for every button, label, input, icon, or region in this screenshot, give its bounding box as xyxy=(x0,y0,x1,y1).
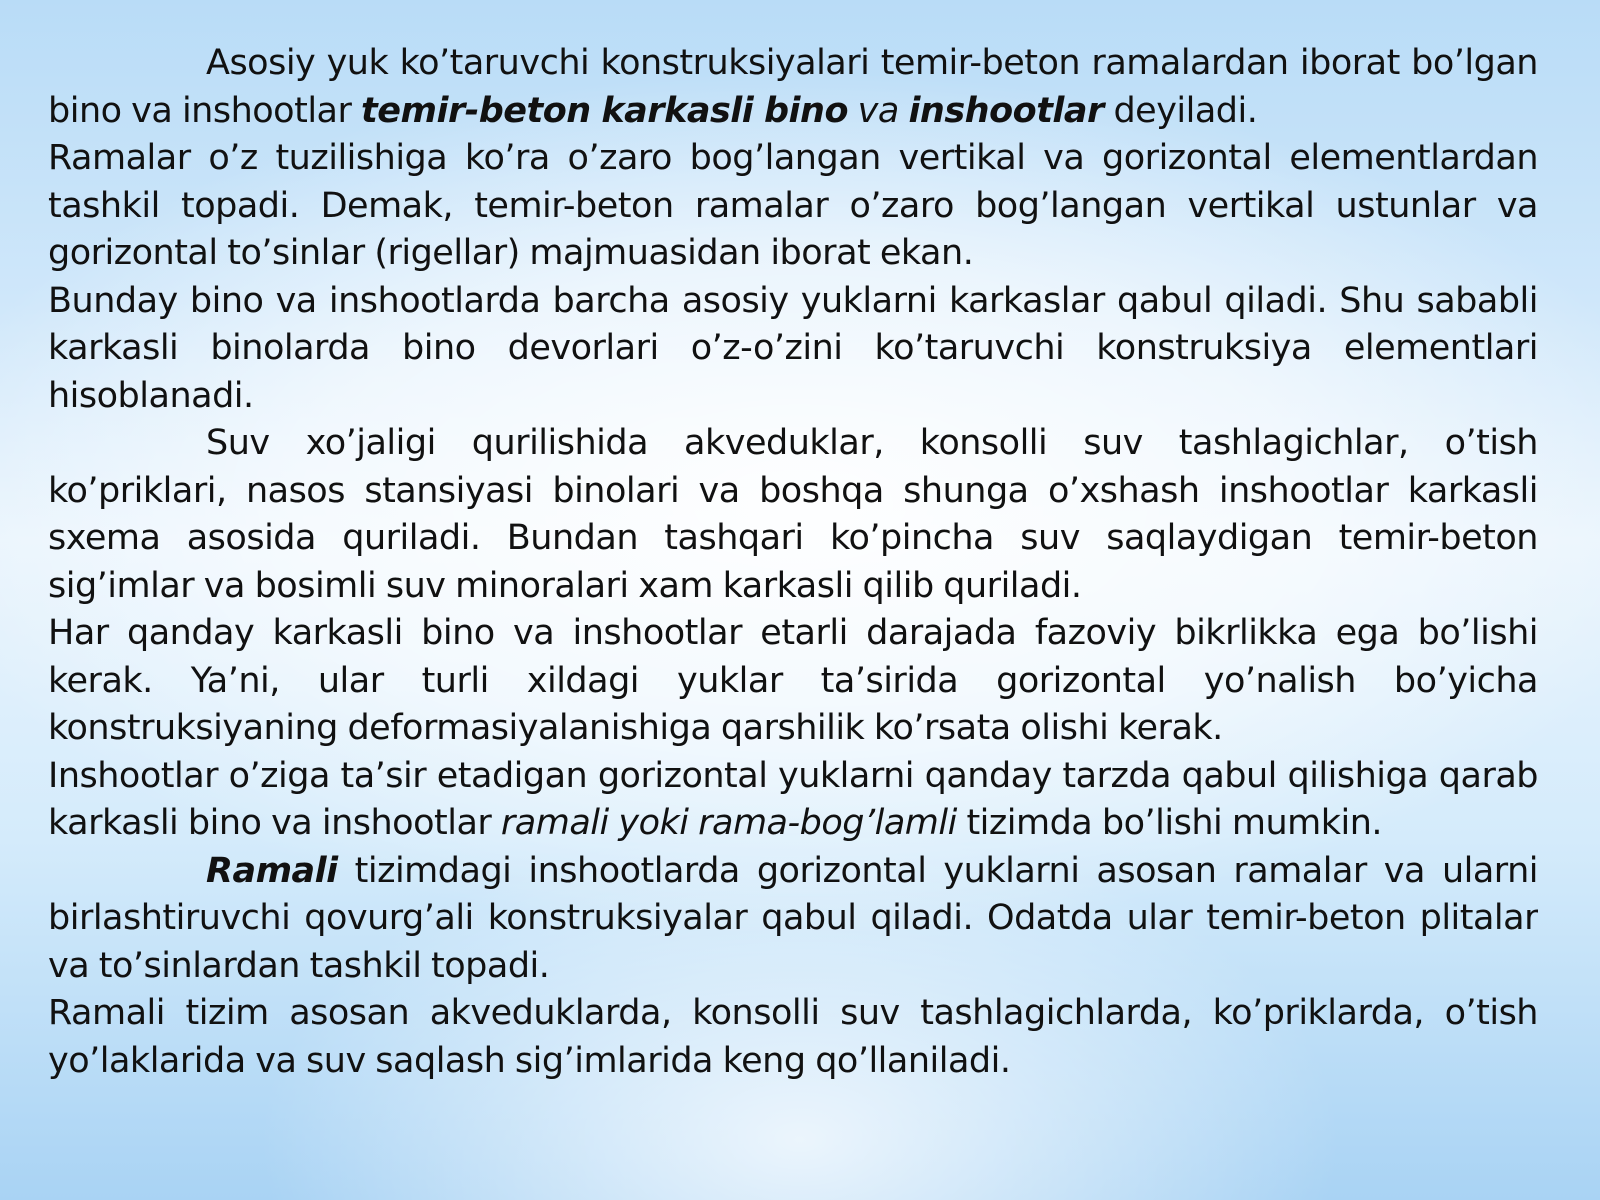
paragraph-6 xyxy=(48,753,1538,848)
paragraph-6-text: Inshootlar o’ziga ta’sir etadigan gorizontal yuklarni qanday tarzda qabul qilishiga qarab karkasli bino va inshootlar xyxy=(48,755,1538,843)
paragraph-4: Suv xo’jaligi qurilishida akveduklar, konsolli suv tashlagichlar, o’tish ko’priklari, nasos stansiyasi binolari va boshqa shunga o’xshash inshootlar karkasli sxema asosida quriladi. Bundan tashqari ko’pincha suv saqlaydigan temir-beton sig’imlar va bosimli suv minoralari xam karkasli qilib quriladi. xyxy=(48,423,1538,606)
paragraph-7-text: tizimdagi inshootlarda gorizontal yuklarni asosan ramalar va ularni birlashtiruvchi qovurg’ali konstruksiyalar qabul qiladi. Odatda ular temir-beton plitalar va to’sinlardan tashkil topadi. xyxy=(48,850,1538,986)
slide xyxy=(48,40,1538,1170)
term-frame: Ramali xyxy=(206,850,338,891)
term-frame-systems: ramali yoki rama-bog’lamli xyxy=(500,803,957,843)
space xyxy=(899,91,909,131)
term-structures: inshootlar xyxy=(908,90,1104,131)
space xyxy=(848,91,858,131)
paragraph-5: Har qanday karkasli bino va inshootlar etarli darajada fazoviy bikrlikka ega bo’lishi kerak. Ya’ni, ular turli xildagi yuklar ta’sirida gorizontal yo’nalish bo’yicha konstruksiyaning deformasiyalanishiga qarshilik ko’rsata olishi kerak. xyxy=(48,613,1538,748)
conjunction-italic: va xyxy=(857,90,899,131)
paragraph-7 xyxy=(48,848,1538,991)
term-frame-building: temir-beton karkasli bino xyxy=(361,90,848,131)
text-body xyxy=(48,40,1538,1085)
paragraph-8: Ramali tizim asosan akveduklarda, konsolli suv tashlagichlarda, ko’priklarda, o’tish yo’laklarida va suv saqlash sig’imlarida keng qo’llaniladi. xyxy=(48,993,1538,1081)
paragraph-1-text: Asosiy yuk ko’taruvchi konstruksiyalari temir-beton ramalardan iborat bo’lgan bino va inshootlar xyxy=(48,43,1538,131)
paragraph-2: Ramalar o’z tuzilishiga ko’ra o’zaro bog’langan vertikal va gorizontal elementlardan tashkil topadi. Demak, temir-beton ramalar o’zaro bog’langan vertikal ustunlar va gorizontal to’sinlar (rigellar) majmuasidan iborat ekan. xyxy=(48,138,1538,273)
paragraph-1 xyxy=(48,40,1538,135)
paragraph-3: Bunday bino va inshootlarda barcha asosiy yuklarni karkaslar qabul qiladi. Shu sababli karkasli binolarda bino devorlari o’z-o’zini ko’taruvchi konstruksiya elementlari hisoblanadi. xyxy=(48,280,1538,416)
paragraph-1-ending: deyiladi. xyxy=(1103,90,1258,131)
paragraph-6-ending: tizimda bo’lishi mumkin. xyxy=(956,803,1383,843)
